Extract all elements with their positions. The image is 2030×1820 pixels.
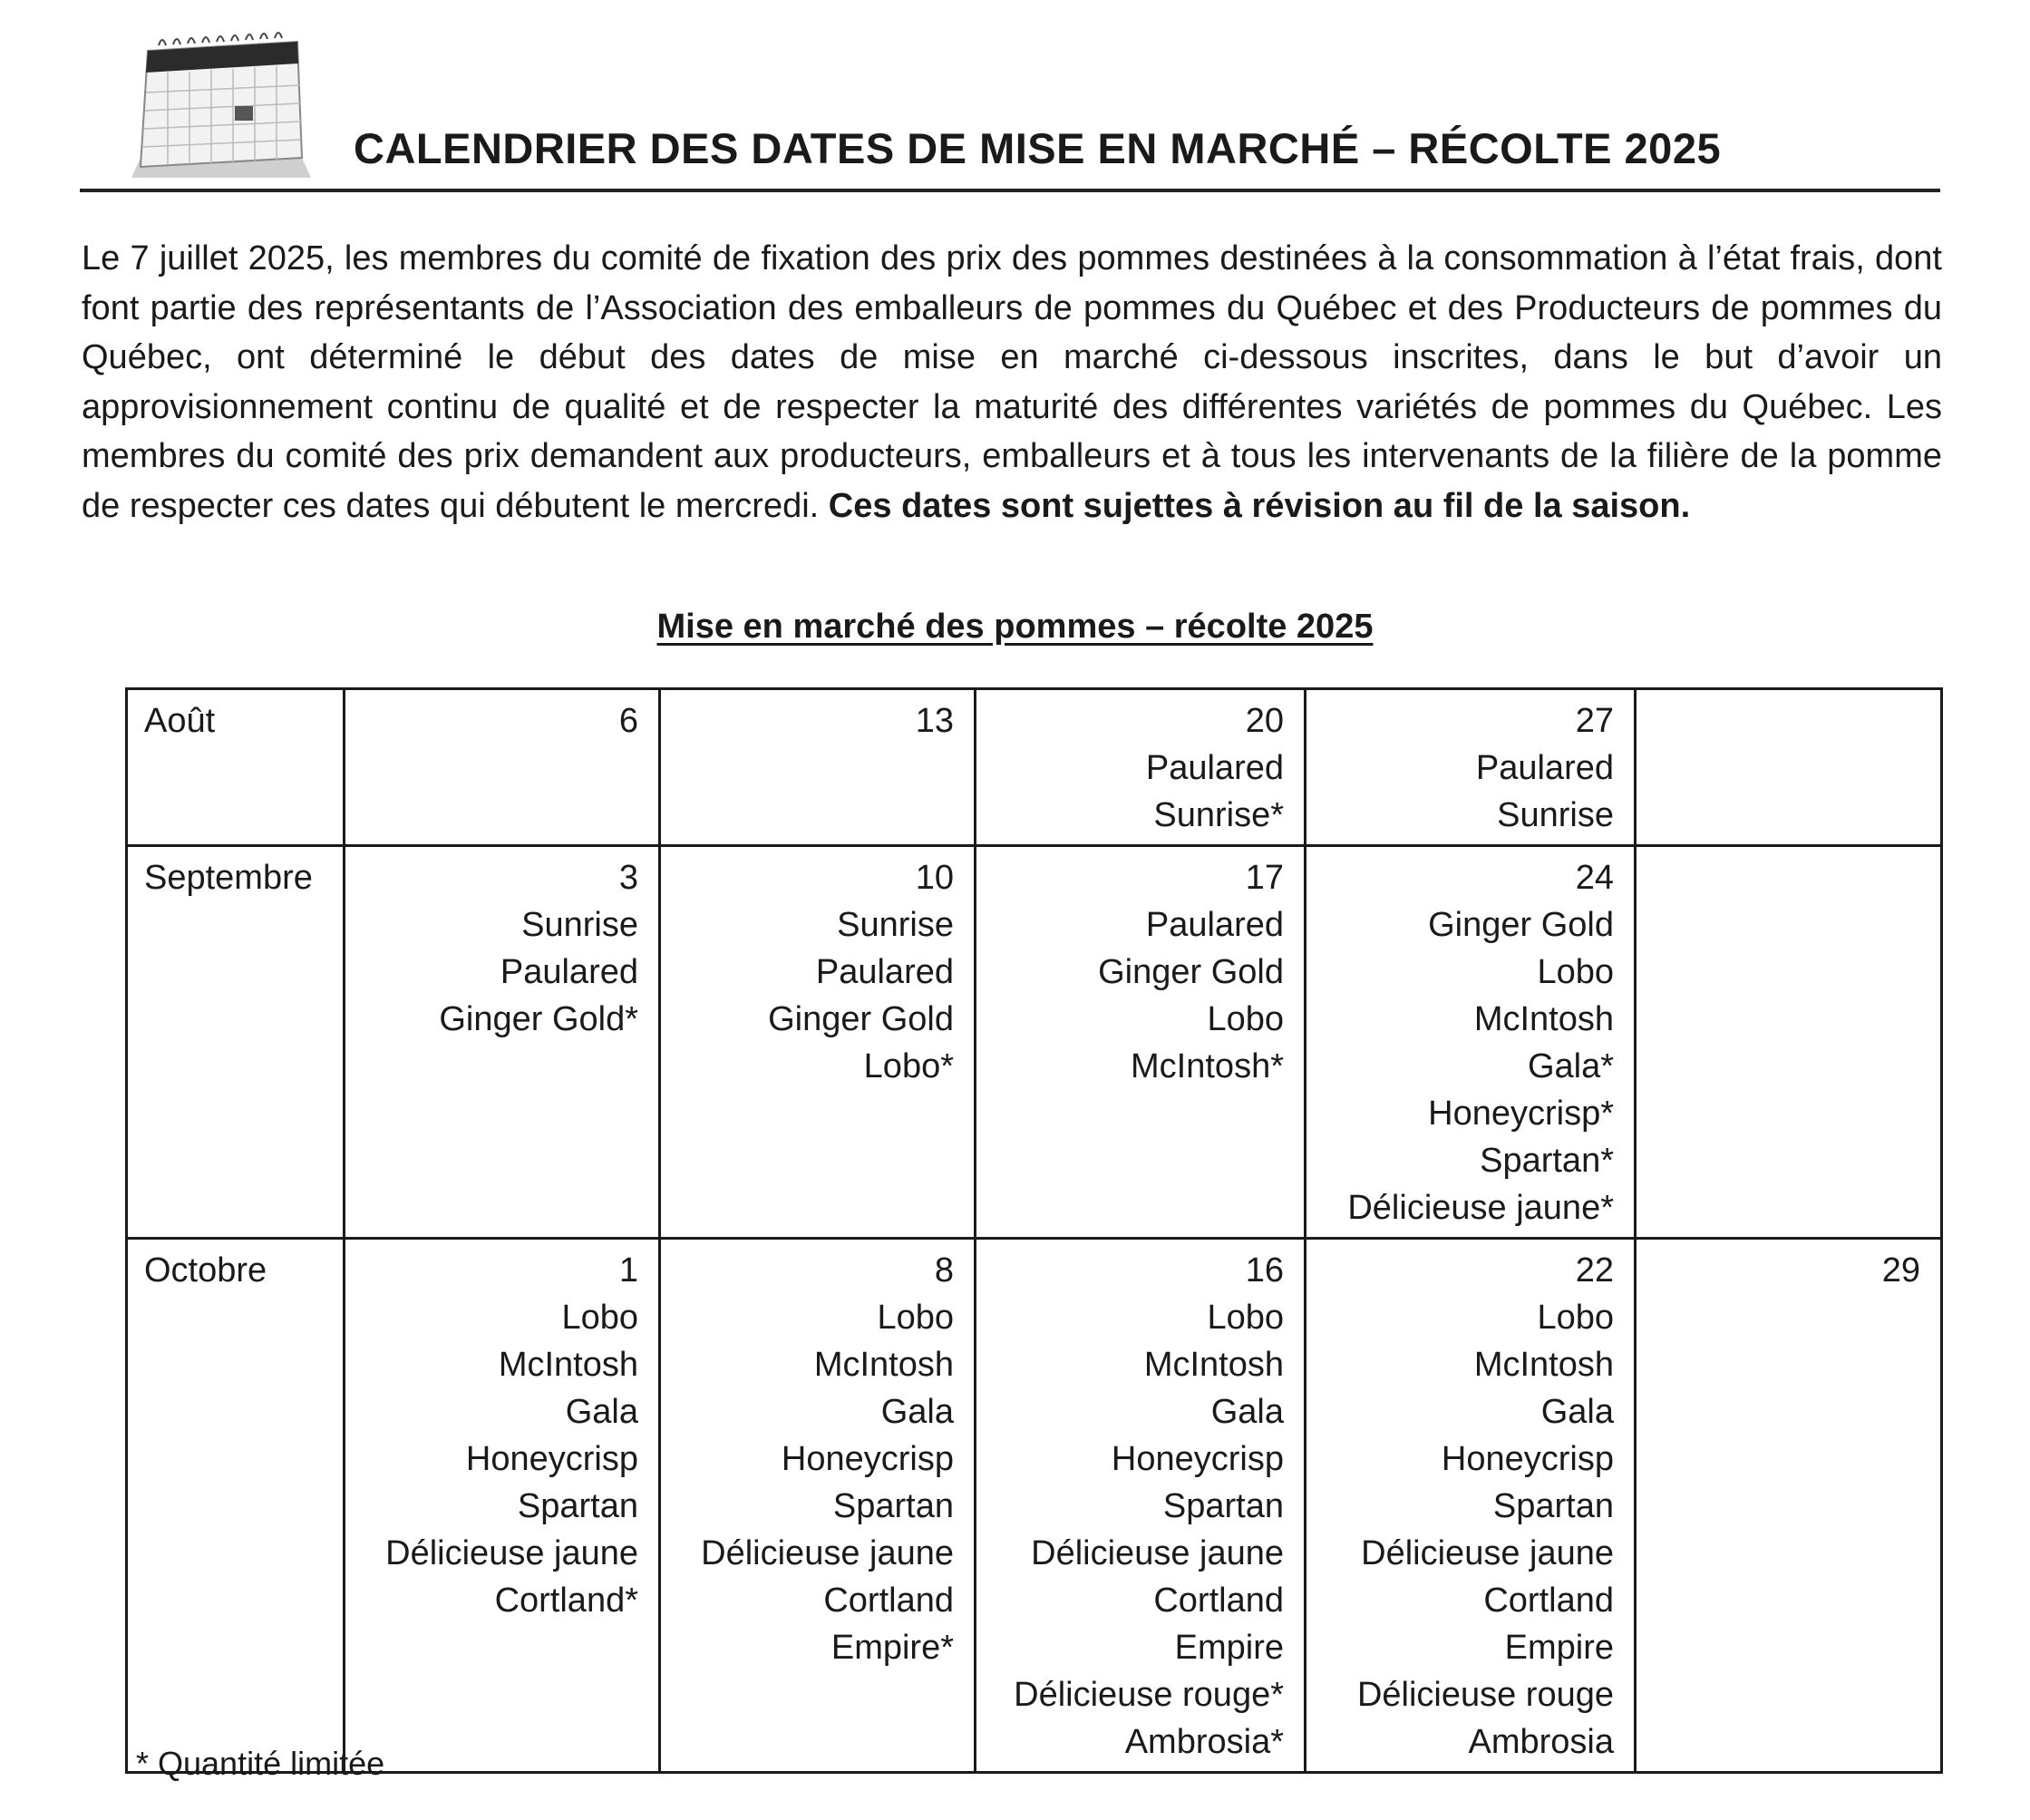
apple-variety: Spartan: [1162, 1487, 1284, 1525]
week-cell: [976, 689, 1306, 846]
week-date: 22: [1575, 1251, 1614, 1290]
week-cell: [660, 689, 976, 846]
apple-variety: Ginger Gold: [1098, 953, 1284, 991]
apple-variety: Gala: [565, 1393, 638, 1431]
apple-variety: Lobo*: [863, 1047, 954, 1085]
week-date: 20: [1245, 702, 1284, 740]
week-cell: [1306, 846, 1636, 1239]
apple-variety: Spartan: [832, 1487, 954, 1525]
apple-variety: Gala: [880, 1393, 954, 1431]
apple-variety: Délicieuse rouge*: [1014, 1676, 1284, 1714]
month-row: [127, 689, 1942, 846]
apple-variety: Cortland*: [494, 1582, 638, 1620]
apple-variety: Ambrosia: [1468, 1723, 1614, 1761]
apple-variety: McIntosh: [1473, 1346, 1614, 1384]
month-label: Octobre: [127, 1239, 345, 1773]
week-date: 6: [618, 702, 638, 740]
calendar-body: [127, 689, 1942, 1773]
week-date: 8: [934, 1251, 954, 1290]
apple-variety: Gala: [1540, 1393, 1614, 1431]
week-cell: [345, 689, 660, 846]
apple-variety: Honeycrisp*: [1428, 1095, 1614, 1133]
intro-emphasis: Ces dates sont sujettes à révision au fil de la saison.: [828, 486, 1691, 525]
week-date: 17: [1245, 859, 1284, 897]
apple-variety: Délicieuse jaune: [1361, 1534, 1614, 1572]
apple-variety: Lobo: [1537, 1299, 1614, 1337]
apple-variety: McIntosh: [1143, 1346, 1284, 1384]
apple-variety: Paulared: [500, 953, 638, 991]
apple-variety: McIntosh: [1473, 1000, 1614, 1038]
apple-variety: Lobo: [561, 1299, 638, 1337]
apple-variety: Ginger Gold*: [439, 1000, 638, 1038]
apple-variety: Délicieuse jaune: [385, 1534, 638, 1572]
apple-variety: Paulared: [1145, 906, 1284, 944]
week-cell: [660, 1239, 976, 1773]
week-cell: [976, 1239, 1306, 1773]
apple-variety: Cortland: [1153, 1582, 1284, 1620]
week-cell: [1636, 1239, 1942, 1773]
apple-variety: Cortland: [823, 1582, 954, 1620]
footnote: * Quantité limitée: [136, 1745, 385, 1782]
apple-variety: Cortland: [1483, 1582, 1614, 1620]
apple-variety: Honeycrisp: [781, 1440, 954, 1478]
apple-variety: Honeycrisp: [1441, 1440, 1614, 1478]
page-title: CALENDRIER DES DATES DE MISE EN MARCHÉ – RÉCOLTE 2025: [354, 124, 1722, 172]
apple-variety: McIntosh: [813, 1346, 954, 1384]
week-date: 3: [618, 859, 638, 897]
apple-variety: Honeycrisp: [465, 1440, 638, 1478]
month-row: [127, 846, 1942, 1239]
apple-variety: Délicieuse jaune: [701, 1534, 954, 1572]
week-cell: [345, 1239, 660, 1773]
apple-variety: Paulared: [815, 953, 954, 991]
apple-variety: Sunrise*: [1153, 796, 1284, 834]
apple-variety: Sunrise: [1497, 796, 1614, 834]
apple-variety: Paulared: [1145, 749, 1284, 787]
intro-paragraph: [82, 234, 1942, 530]
week-cell: [660, 846, 976, 1239]
apple-variety: Délicieuse jaune*: [1347, 1189, 1614, 1227]
desk-calendar-icon: [130, 22, 316, 185]
week-cell: [1636, 846, 1942, 1239]
month-label: Septembre: [127, 846, 345, 1239]
intro-text: Le 7 juillet 2025, les membres du comité de fixation des prix des pommes destinées à la consommation à l’état frais, dont font partie des représentants de l’Association des emballeurs de pommes du Québec et des Producteurs de pommes du Québec, ont déterminé le début des dates de mise en marché ci-dessous inscrites, dans le but d’avoir un approvisionnement continu de qualité et de respecter la maturité des différentes variétés de pommes du Québec. Les membres du comité des prix demandent aux producteurs, emballeurs et à tous les intervenants de la filière de la pomme de respecter ces dates qui débutent le mercredi.: [82, 239, 1942, 525]
apple-variety: Empire*: [830, 1629, 954, 1667]
apple-variety: Délicieuse jaune: [1031, 1534, 1284, 1572]
document-header: [80, 16, 1940, 193]
apple-variety: Spartan*: [1480, 1142, 1614, 1180]
week-date: 1: [618, 1251, 638, 1290]
apple-variety: Ambrosia*: [1124, 1723, 1284, 1761]
apple-variety: McIntosh: [498, 1346, 638, 1384]
apple-variety: Empire: [1174, 1629, 1284, 1667]
apple-variety: McIntosh*: [1131, 1047, 1284, 1085]
apple-variety: Gala*: [1527, 1047, 1614, 1085]
apple-variety: Spartan: [1492, 1487, 1614, 1525]
apple-variety: Lobo: [1537, 953, 1614, 991]
apple-variety: Paulared: [1475, 749, 1614, 787]
apple-variety: Honeycrisp: [1111, 1440, 1284, 1478]
apple-variety: Gala: [1210, 1393, 1284, 1431]
apple-variety: Lobo: [877, 1299, 954, 1337]
week-cell: [976, 846, 1306, 1239]
apple-variety: Sunrise: [521, 906, 638, 944]
week-date: 24: [1575, 859, 1614, 897]
month-row: [127, 1239, 1942, 1773]
release-calendar-table: [125, 687, 1943, 1774]
week-cell: [1306, 689, 1636, 846]
table-title: Mise en marché des pommes – récolte 2025: [656, 608, 1374, 646]
apple-variety: Ginger Gold: [768, 1000, 954, 1038]
header-divider: [80, 189, 1940, 192]
apple-variety: Ginger Gold: [1428, 906, 1614, 944]
apple-variety: Spartan: [517, 1487, 638, 1525]
week-cell: [345, 846, 660, 1239]
week-date: 16: [1245, 1251, 1284, 1290]
week-date: 27: [1575, 702, 1614, 740]
week-cell: [1306, 1239, 1636, 1773]
apple-variety: Lobo: [1207, 1000, 1284, 1038]
apple-variety: Délicieuse rouge: [1356, 1676, 1614, 1714]
week-cell: [1636, 689, 1942, 846]
apple-variety: Empire: [1504, 1629, 1614, 1667]
week-date: 29: [1881, 1251, 1920, 1290]
week-date: 10: [915, 859, 954, 897]
week-date: 13: [915, 702, 954, 740]
month-label: Août: [127, 689, 345, 846]
apple-variety: Sunrise: [837, 906, 954, 944]
apple-variety: Lobo: [1207, 1299, 1284, 1337]
